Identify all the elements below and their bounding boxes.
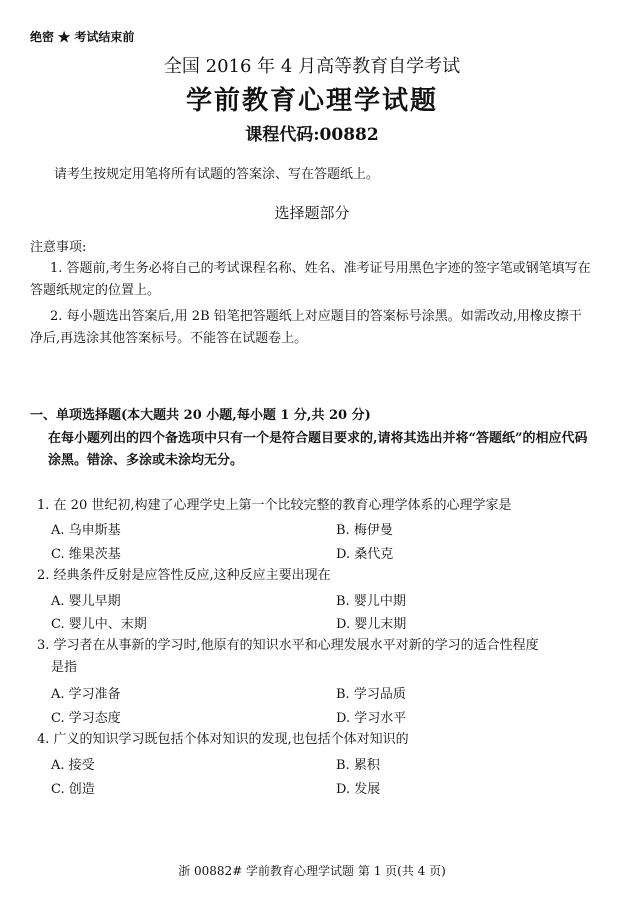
notes-heading: 注意事项: xyxy=(30,240,87,255)
option-d: D. 发展 xyxy=(336,782,381,797)
course-code: 课程代码:00882 xyxy=(245,125,379,145)
option-a: A. 接受 xyxy=(51,758,95,773)
question-stem: 1. 在 20 世纪初,构建了心理学史上第一个比较完整的教育心理学体系的心理学家是 xyxy=(37,498,512,513)
section-heading: 一、单项选择题(本大题共 20 小题,每小题 1 分,共 20 分) xyxy=(30,408,371,423)
option-b: B. 累积 xyxy=(336,758,380,773)
option-a: A. 婴儿早期 xyxy=(51,594,121,609)
exam-name: 全国 2016 年 4 月高等教育自学考试 xyxy=(163,56,461,77)
question-stem: 4. 广义的知识学习既包括个体对知识的发现,也包括个体对知识的 xyxy=(37,732,409,747)
note-item-2: 2. 每小题选出答案后,用 2B 铅笔把答题纸上对应题目的答案标号涂黑。如需改动,用橡皮擦干净后,再选涂其他答案标号。不能答在试题卷上。 xyxy=(30,309,582,346)
part-title: 选择题部分 xyxy=(274,204,350,222)
option-d: D. 婴儿末期 xyxy=(336,617,407,632)
option-c: C. 婴儿中、末期 xyxy=(51,617,147,632)
option-d: D. 学习水平 xyxy=(336,711,407,726)
question-4 xyxy=(37,729,597,751)
instruction-text: 请考生按规定用笔将所有试题的答案涂、写在答题纸上。 xyxy=(54,167,380,182)
option-a: A. 乌申斯基 xyxy=(51,523,121,538)
option-c: C. 学习态度 xyxy=(51,711,121,726)
question-stem: 3. 学习者在从事新的学习时,他原有的知识水平和心理发展水平对新的学习的适合性程度 xyxy=(37,638,539,653)
question-2 xyxy=(37,565,597,587)
option-d: D. 桑代克 xyxy=(336,547,394,562)
option-b: B. 婴儿中期 xyxy=(336,594,406,609)
page-footer: 浙 00882# 学前教育心理学试题 第 1 页(共 4 页) xyxy=(178,864,446,878)
question-stem-continued: 是指 xyxy=(51,660,78,675)
secret-mark: 绝密 ★ 考试结束前 xyxy=(30,30,135,44)
option-a: A. 学习准备 xyxy=(51,687,121,702)
option-c: C. 创造 xyxy=(51,782,95,797)
question-1 xyxy=(37,495,597,517)
section-description: 在每小题列出的四个备选项中只有一个是符合题目要求的,请将其选出并将“答题纸”的相应代码涂黑。错涂、多涂或未涂均无分。 xyxy=(48,431,588,468)
note-item-1: 1. 答题前,考生务必将自己的考试课程名称、姓名、准考证号用黑色字迹的签字笔或钢笔填写在答题纸规定的位置上。 xyxy=(30,261,591,298)
question-stem: 2. 经典条件反射是应答性反应,这种反应主要出现在 xyxy=(37,568,331,583)
option-b: B. 学习品质 xyxy=(336,687,406,702)
page-title: 学前教育心理学试题 xyxy=(185,86,438,116)
option-b: B. 梅伊曼 xyxy=(336,523,393,538)
question-3 xyxy=(37,635,597,679)
option-c: C. 维果茨基 xyxy=(51,547,121,562)
